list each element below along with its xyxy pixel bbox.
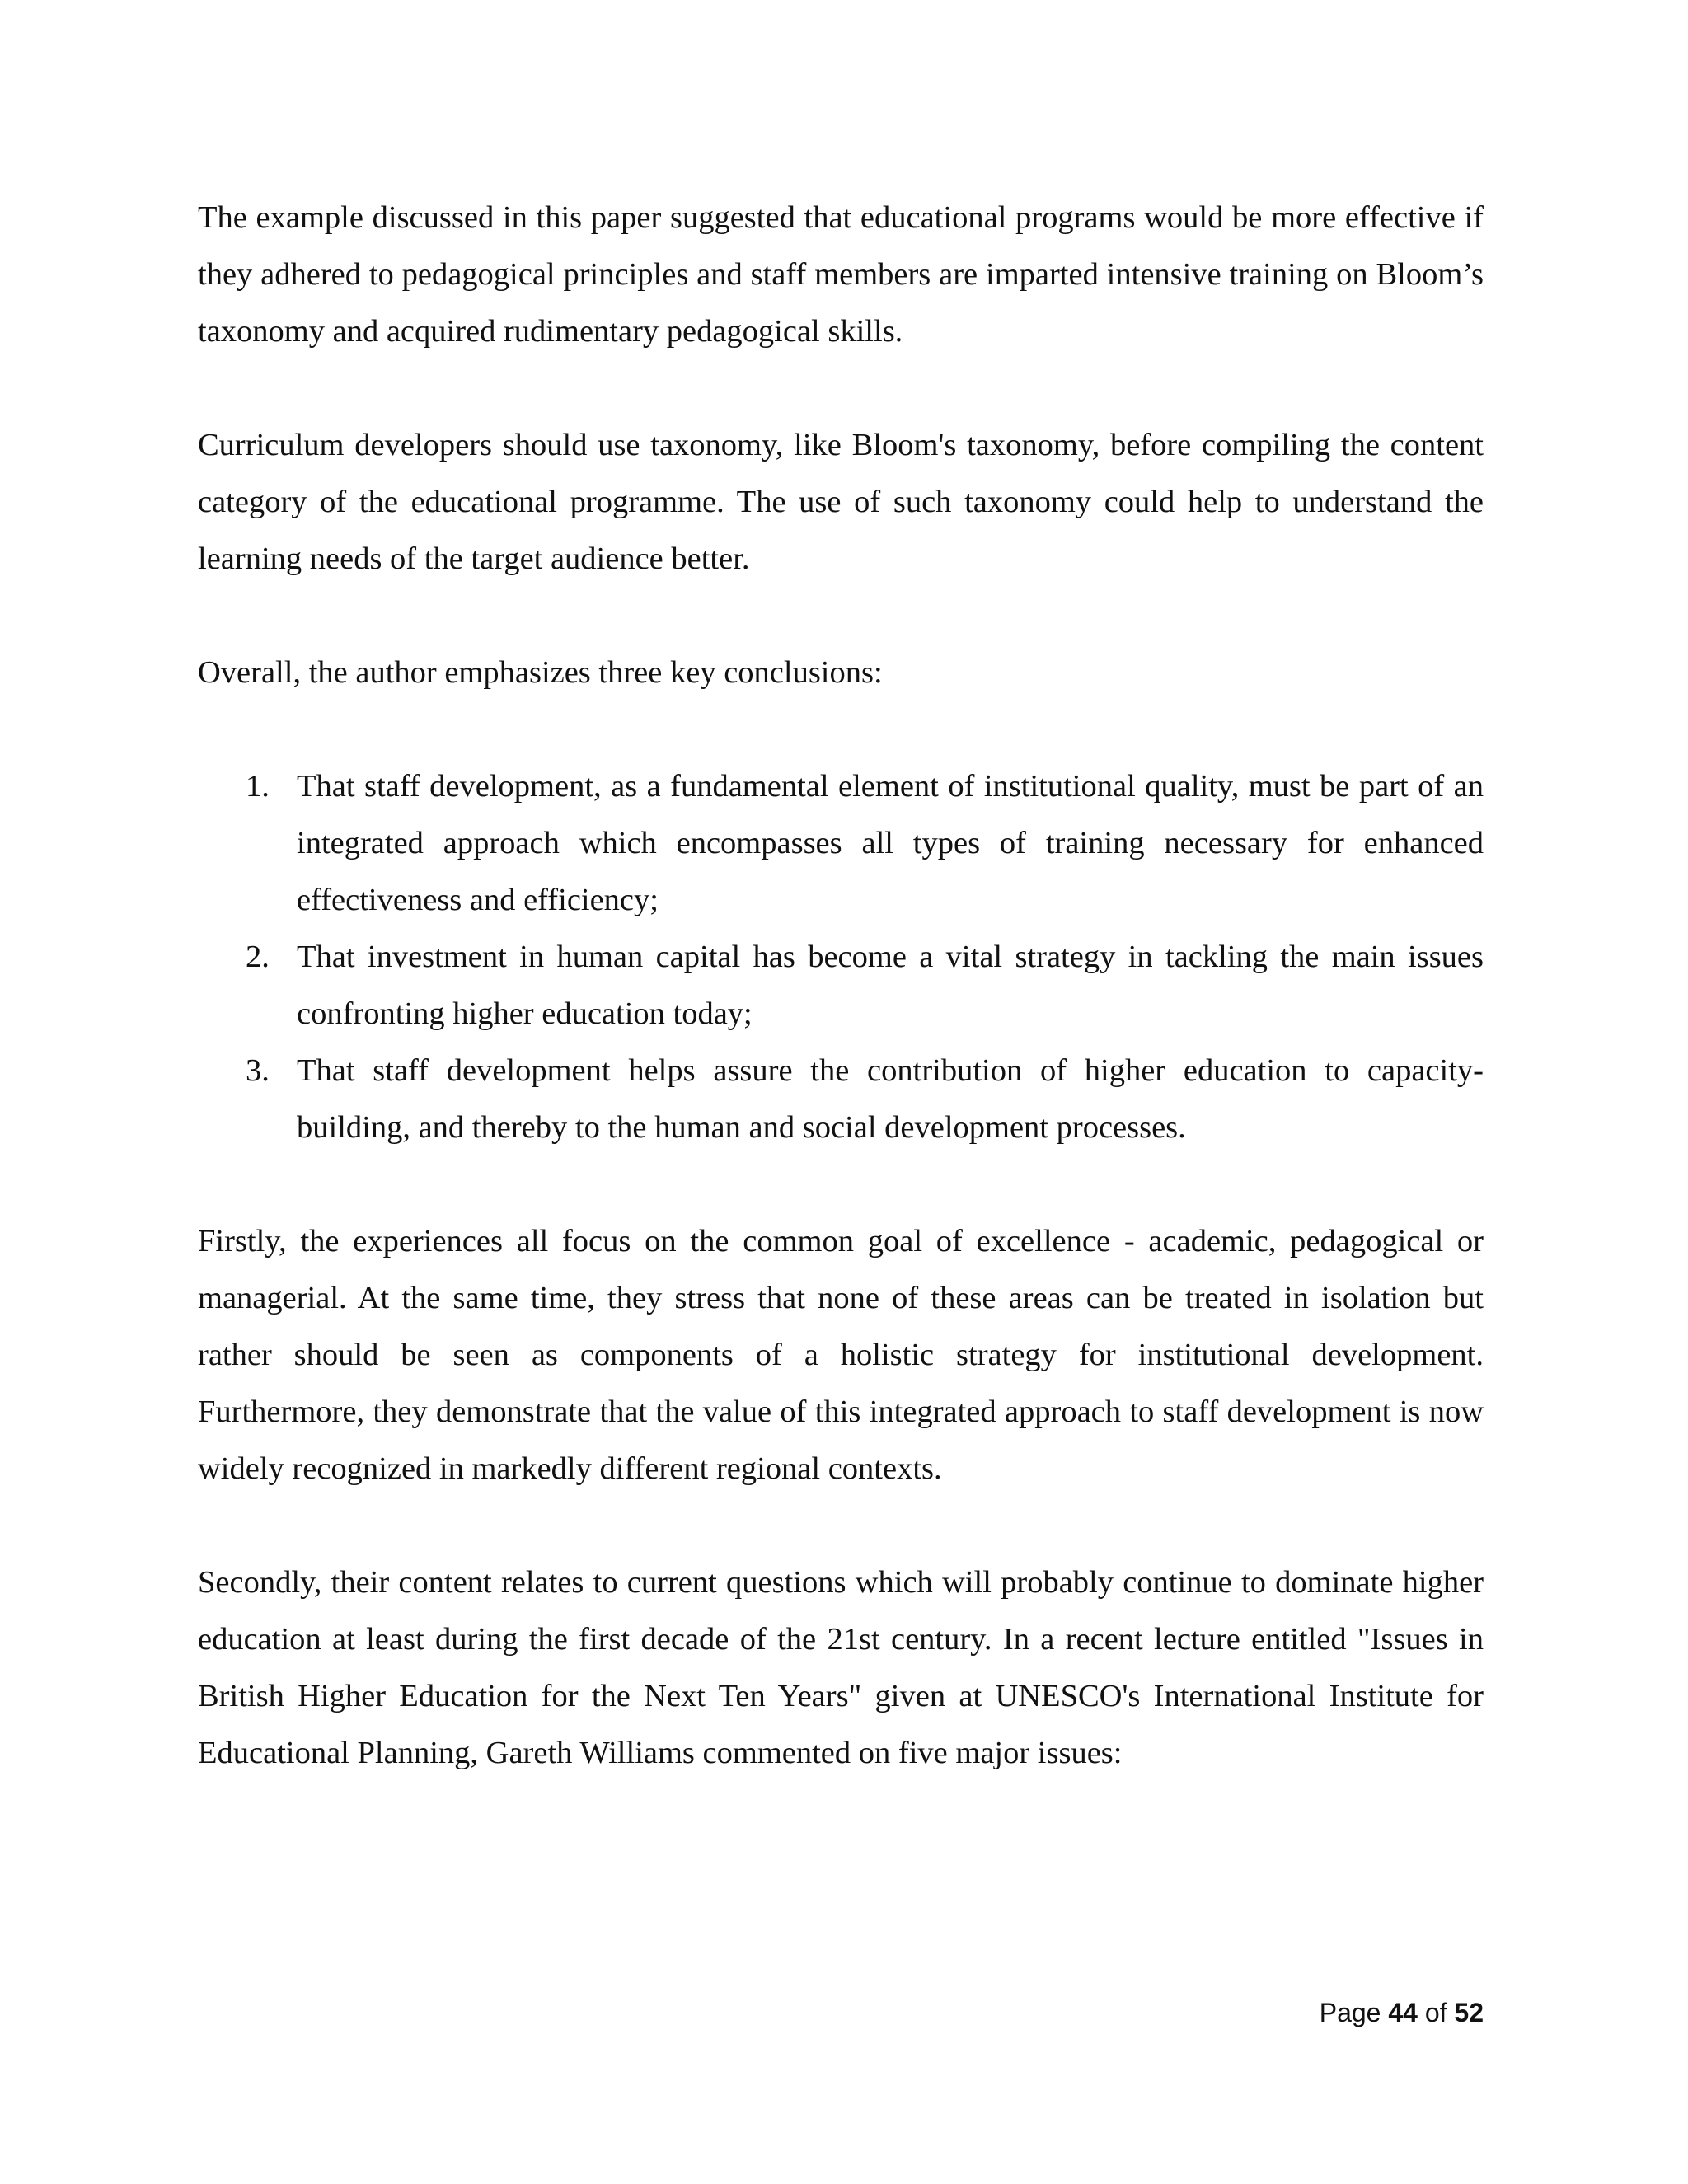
page-body — [198, 190, 1484, 1839]
paragraph-overall-conclusions: Overall, the author emphasizes three key conclusions: — [198, 655, 883, 690]
paragraph-curriculum-developers: Curriculum developers should use taxonomy, like Bloom's taxonomy, before compiling the content category of the educational programme. The use of such taxonomy could help to understand the learning needs of the target audience better. — [198, 428, 1484, 576]
total-pages-number: 52 — [1454, 1998, 1484, 2027]
of-label: of — [1424, 1998, 1447, 2027]
list-item-text: That staff development helps assure the contribution of higher education to capacity-building, and thereby to the human and social development processes. — [297, 1053, 1484, 1145]
list-item — [198, 929, 1484, 1043]
paragraph-example-discussed: The example discussed in this paper suggested that educational programs would be more effective if they adhered to pedagogical principles and staff members are imparted intensive training on Bloom’s taxonomy and acquired rudimentary pedagogical skills. — [198, 200, 1484, 349]
paragraph-firstly: Firstly, the experiences all focus on the common goal of excellence - academic, pedagogical or managerial. At the same time, they stress that none of these areas can be treated in isolation but rather should be seen as components of a holistic strategy for institutional development. Furthermore, they demonstrate that the value of this integrated approach to staff development is now widely recognized in markedly different regional contexts. — [198, 1224, 1484, 1486]
list-item-text: That investment in human capital has become a vital strategy in tackling the main issues confronting higher education today; — [297, 940, 1484, 1031]
list-item — [198, 1043, 1484, 1156]
list-item-number: 1. — [246, 769, 270, 804]
current-page-number: 44 — [1388, 1998, 1418, 2027]
paragraph-secondly: Secondly, their content relates to current questions which will probably continue to dominate higher education at least during the first decade of the 21st century. In a recent lecture entitled "Issues in British Higher Education for the Next Ten Years" given at UNESCO's International Institute for Educational Planning, Gareth Williams commented on five major issues: — [198, 1565, 1484, 1770]
list-item-number: 2. — [246, 940, 270, 974]
list-item-number: 3. — [246, 1053, 270, 1088]
page-label: Page — [1319, 1998, 1381, 2027]
list-item — [198, 758, 1484, 929]
page-number-footer — [1320, 1996, 1484, 2029]
conclusions-list — [198, 758, 1484, 1156]
list-item-text: That staff development, as a fundamental element of institutional quality, must be part of an integrated approach which encompasses all types of training necessary for enhanced effectiveness and efficiency; — [297, 769, 1484, 917]
